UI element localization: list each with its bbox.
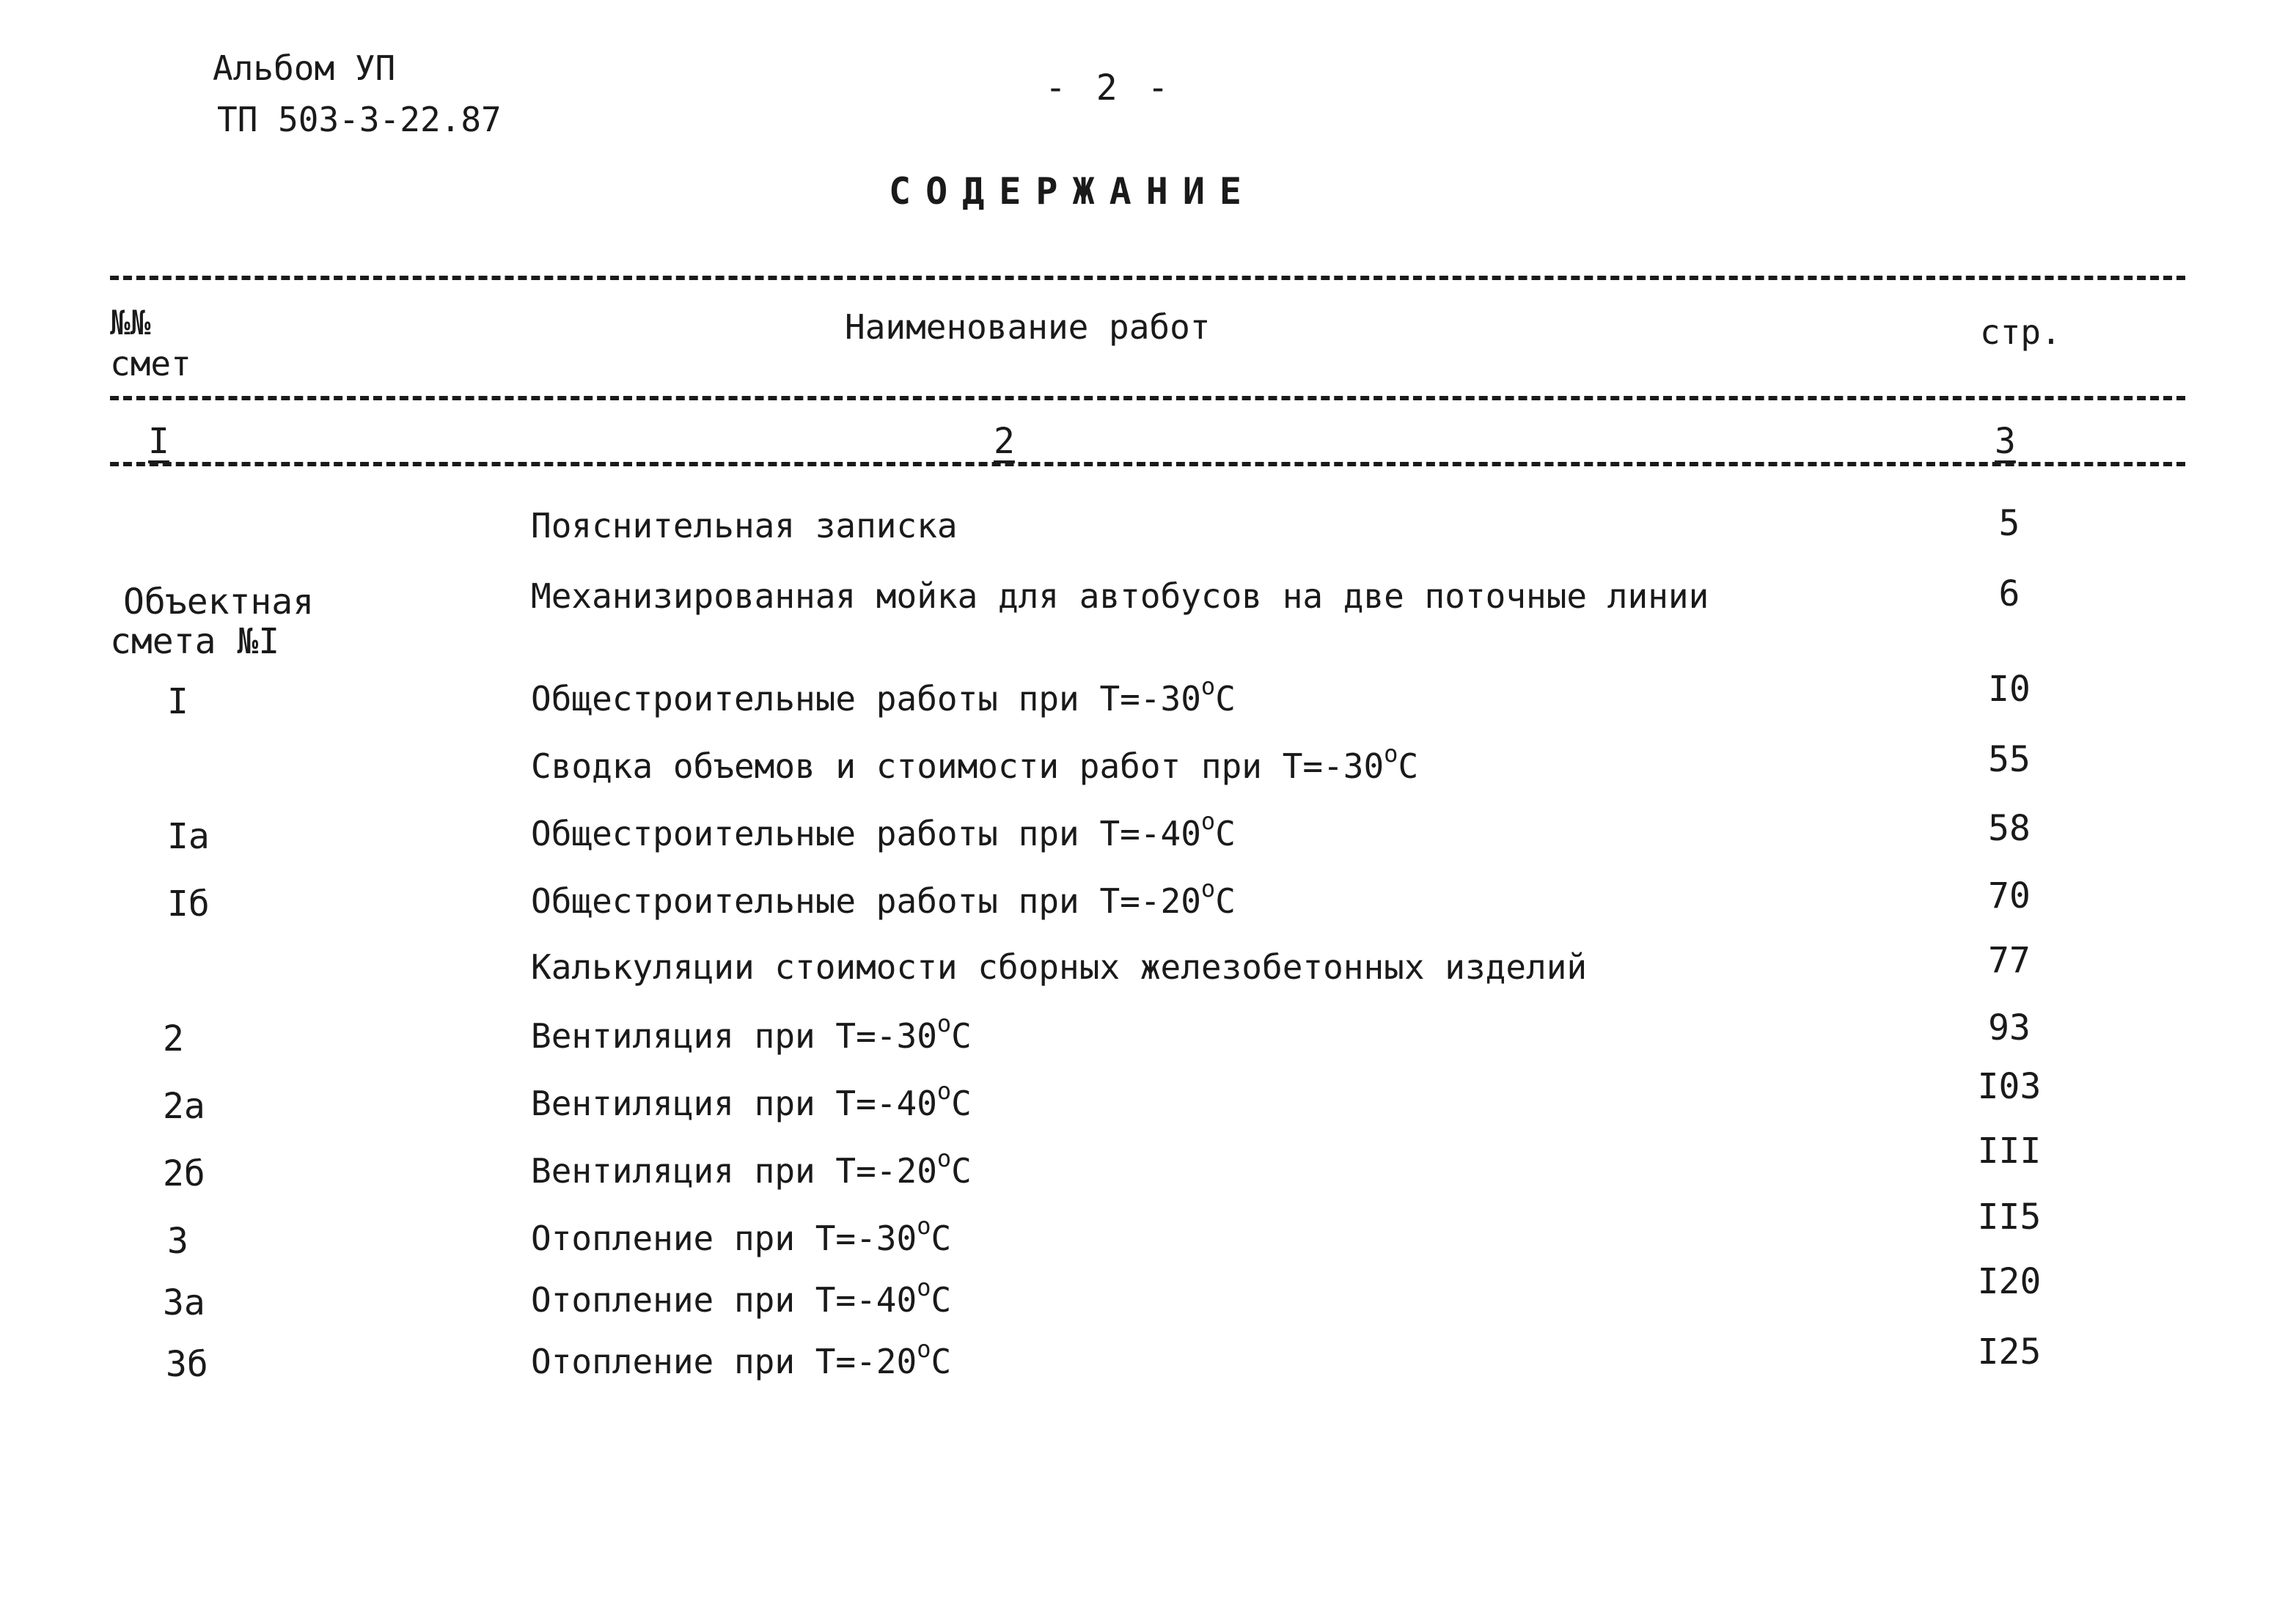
row-title	[531, 1274, 952, 1320]
temp-unit: С	[951, 1084, 972, 1123]
temp-unit: С	[951, 1016, 972, 1056]
col-number-1: I	[148, 421, 169, 462]
row-code: 3б	[166, 1344, 208, 1385]
degree-mark: o	[917, 1212, 931, 1240]
row-code	[110, 581, 315, 662]
degree-mark: o	[917, 1335, 931, 1363]
degree-mark: o	[1200, 875, 1216, 903]
row-title	[531, 807, 1236, 853]
table-header-rule	[110, 396, 2185, 400]
row-page: I20	[1977, 1261, 2042, 1302]
row-title: Механизированная мойка для автобусов на две поточные линии	[531, 576, 1709, 616]
row-code-line2: смета №I	[110, 621, 280, 662]
row-code: 2	[163, 1018, 184, 1059]
col-header-number	[110, 302, 191, 384]
row-page: 77	[1988, 940, 2031, 981]
col-number-2: 2	[994, 421, 1015, 462]
table-top-rule	[110, 276, 2185, 280]
row-code-line1: Объектная	[123, 581, 315, 622]
col-number-3: 3	[1995, 421, 2016, 462]
row-code: Iа	[167, 816, 210, 857]
temp-unit: С	[931, 1219, 952, 1258]
degree-mark: o	[936, 1010, 952, 1037]
table-colnum-rule	[110, 462, 2185, 466]
row-title	[531, 740, 1419, 786]
row-title	[531, 1010, 972, 1056]
page-title: СОДЕРЖАНИЕ	[889, 170, 1257, 213]
row-title-text: Отопление при Т=-30	[531, 1219, 917, 1258]
row-title-text: Вентиляция при Т=-40	[531, 1084, 937, 1123]
col-header-number-line2: смет	[110, 344, 191, 383]
row-title: Калькуляции стоимости сборных железобетонных изделий	[531, 947, 1588, 987]
degree-mark: o	[1200, 672, 1216, 700]
row-page: 6	[1998, 573, 2020, 614]
row-page: 5	[1998, 503, 2020, 544]
row-title	[531, 1335, 952, 1381]
row-title-text: Вентиляция при Т=-20	[531, 1151, 937, 1191]
row-page: 70	[1988, 875, 2031, 916]
album-label: Альбом УП	[213, 48, 396, 88]
row-code: 3	[167, 1221, 188, 1262]
row-title-text: Общестроительные работы при Т=-40	[531, 814, 1201, 853]
temp-unit: С	[1398, 746, 1419, 786]
row-page: I25	[1977, 1331, 2042, 1373]
row-title-text: Общестроительные работы при Т=-30	[531, 679, 1201, 719]
temp-unit: С	[1215, 814, 1236, 853]
row-title	[531, 672, 1236, 719]
degree-mark: o	[1200, 807, 1216, 835]
col-header-name: Наименование работ	[845, 307, 1211, 347]
row-title	[531, 1077, 972, 1123]
row-title	[531, 875, 1236, 921]
page-number: - 2 -	[1045, 67, 1173, 109]
row-page: I03	[1977, 1066, 2042, 1107]
degree-mark: o	[1384, 740, 1398, 768]
col-header-page: стр.	[1980, 312, 2061, 352]
row-title	[531, 1212, 952, 1258]
row-page: 55	[1988, 739, 2031, 780]
row-code: 2б	[163, 1153, 205, 1194]
row-page: 58	[1988, 808, 2031, 849]
temp-unit: С	[931, 1342, 952, 1381]
row-page: I0	[1988, 669, 2031, 710]
row-code: 2а	[163, 1086, 205, 1127]
row-page: 93	[1988, 1007, 2031, 1048]
row-title	[531, 1144, 972, 1191]
row-code: 3а	[163, 1282, 205, 1323]
temp-unit: С	[951, 1151, 972, 1191]
row-title-text: Сводка объемов и стоимости работ при Т=-30	[531, 746, 1384, 786]
row-page: II5	[1977, 1197, 2042, 1238]
degree-mark: o	[917, 1274, 931, 1301]
row-title-text: Отопление при Т=-20	[531, 1342, 917, 1381]
row-title-text: Общестроительные работы при Т=-20	[531, 881, 1201, 921]
row-code: Iб	[167, 883, 210, 925]
degree-mark: o	[936, 1144, 952, 1172]
row-page: III	[1977, 1131, 2042, 1172]
temp-unit: С	[1215, 881, 1236, 921]
row-title-text: Отопление при Т=-40	[531, 1280, 917, 1320]
row-code: I	[167, 681, 188, 722]
row-title-text: Вентиляция при Т=-30	[531, 1016, 937, 1056]
temp-unit: С	[1215, 679, 1236, 719]
temp-unit: С	[931, 1280, 952, 1320]
row-title: Пояснительная записка	[531, 506, 958, 545]
col-header-number-line1: №№	[110, 303, 151, 342]
project-code: ТП 503-3-22.87	[217, 100, 502, 139]
degree-mark: o	[936, 1077, 952, 1105]
